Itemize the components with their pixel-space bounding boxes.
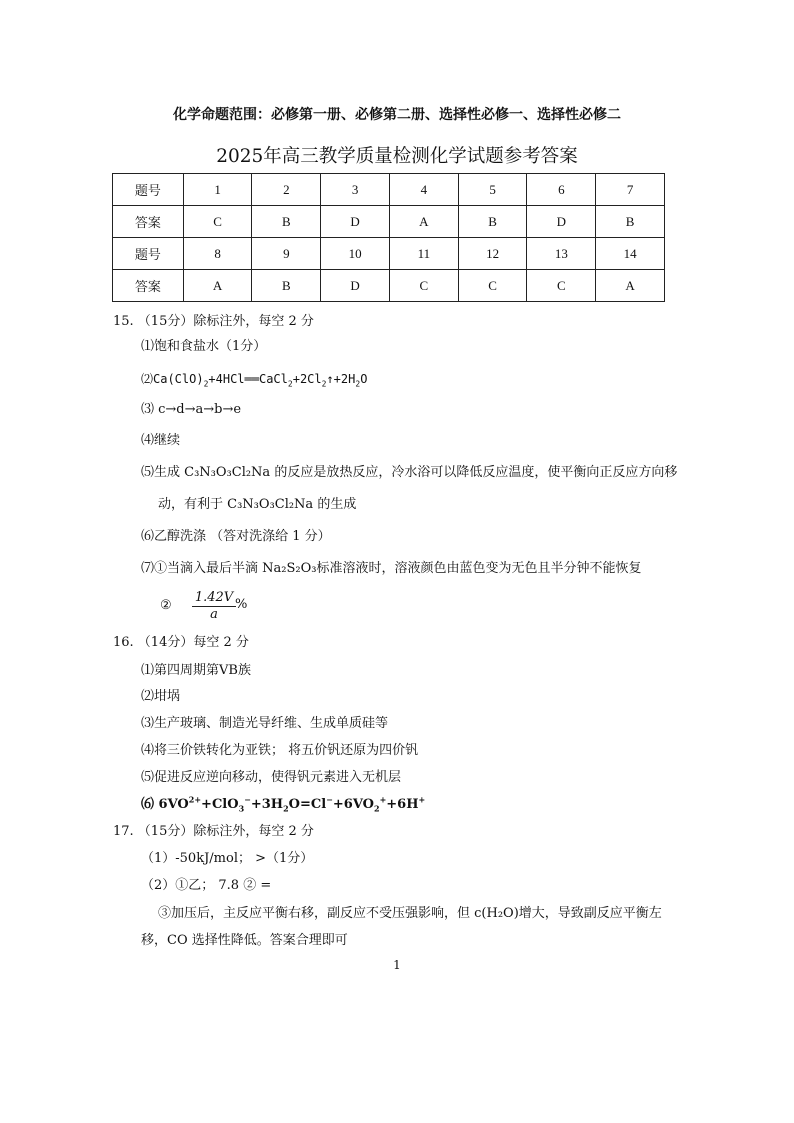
table-cell: 10 [321, 238, 390, 270]
table-row [113, 206, 665, 238]
table-cell: C [527, 270, 596, 302]
answer-15-1: ⑴饱和食盐水（1分） [141, 339, 267, 354]
table-row [113, 174, 665, 206]
table-cell: 14 [596, 238, 665, 270]
answer-15-5-line1: ⑸生成 C₃N₃O₃Cl₂Na 的反应是放热反应，冷水浴可以降低反应温度，使平衡向正反应方向移 [141, 465, 678, 480]
table-cell: 4 [389, 174, 458, 206]
table-cell: C [458, 270, 527, 302]
table-row [113, 270, 665, 302]
question-17-heading: 17. （15分）除标注外，每空 2 分 [113, 824, 314, 839]
answer-17-3-line2: 移，CO 选择性降低。答案合理即可 [141, 933, 348, 948]
table-cell-label: 题号 [113, 174, 184, 206]
table-cell: 5 [458, 174, 527, 206]
table-cell: B [252, 270, 321, 302]
table-cell: C [183, 206, 252, 238]
answer-15-2: $⑵Ca(ClO)_2+4HCl══CaCl_2+2Cl_2↑+2H_2O$ [141, 372, 368, 389]
page-title: 2025年高三教学质量检测化学试题参考答案 [216, 146, 578, 167]
table-cell: 7 [596, 174, 665, 206]
fraction-numerator: 1.42V [192, 590, 236, 607]
table-cell: 12 [458, 238, 527, 270]
table-cell: 11 [389, 238, 458, 270]
answer-15-6: ⑹乙醇洗涤 （答对洗涤给 1 分） [141, 529, 331, 544]
table-cell-label: 答案 [113, 270, 184, 302]
table-cell-label: 题号 [113, 238, 184, 270]
answer-15-4: ⑷继续 [141, 433, 181, 448]
answer-16-3: ⑶生产玻璃、制造光导纤维、生成单质硅等 [141, 716, 389, 731]
answer-17-2: （2）①乙； 7.8 ② = [141, 878, 272, 893]
answer-17-1: （1）-50kJ/mol； >（1分） [141, 851, 314, 866]
table-cell: 8 [183, 238, 252, 270]
table-cell: D [321, 270, 390, 302]
table-cell: D [321, 206, 390, 238]
answer-table [112, 173, 665, 302]
table-cell: 13 [527, 238, 596, 270]
answer-15-7-2-percent: % [235, 597, 248, 612]
answer-15-5-line2: 动，有利于 C₃N₃O₃Cl₂Na 的生成 [158, 497, 357, 512]
table-cell: B [458, 206, 527, 238]
subject-scope-line: 化学命题范围：必修第一册、必修第二册、选择性必修一、选择性必修二 [173, 107, 621, 123]
table-cell: 2 [252, 174, 321, 206]
answer-17-3-line1: ③加压后，主反应平衡右移，副反应不受压强影响，但 c(H₂O)增大，导致副反应平衡左 [158, 906, 662, 921]
answer-15-3: ⑶ c→d→a→b→e [141, 402, 242, 417]
table-cell: A [389, 206, 458, 238]
answer-16-6: ⑹ $6VO^{2+}+ClO_3^-+3H_2O=Cl^-+6VO_2^++6H^+$ [141, 794, 426, 814]
answer-16-5: ⑸促进反应逆向移动，使得钒元素进入无机层 [141, 770, 402, 785]
question-16-heading: 16. （14分）每空 2 分 [113, 635, 249, 650]
table-row [113, 238, 665, 270]
answer-15-7-2-fraction [192, 590, 236, 622]
table-cell: 3 [321, 174, 390, 206]
table-cell: C [389, 270, 458, 302]
question-15-heading: 15. （15分）除标注外，每空 2 分 [113, 314, 314, 329]
page-number: 1 [393, 958, 401, 972]
answer-15-7-1: ⑺①当滴入最后半滴 Na₂S₂O₃标准溶液时，溶液颜色由蓝色变为无色且半分钟不能恢复 [141, 561, 642, 576]
answer-16-1: ⑴第四周期第ⅤB族 [141, 663, 251, 678]
table-cell: B [252, 206, 321, 238]
table-cell: B [596, 206, 665, 238]
table-cell-label: 答案 [113, 206, 184, 238]
answer-15-7-2-label: ② [160, 598, 172, 613]
table-cell: A [183, 270, 252, 302]
table-cell: 9 [252, 238, 321, 270]
table-cell: 6 [527, 174, 596, 206]
fraction-denominator: a [210, 607, 218, 622]
answer-16-2: ⑵坩埚 [141, 689, 181, 704]
table-cell: D [527, 206, 596, 238]
table-cell: A [596, 270, 665, 302]
table-cell: 1 [183, 174, 252, 206]
answer-16-4: ⑷将三价铁转化为亚铁； 将五价钒还原为四价钒 [141, 743, 419, 758]
